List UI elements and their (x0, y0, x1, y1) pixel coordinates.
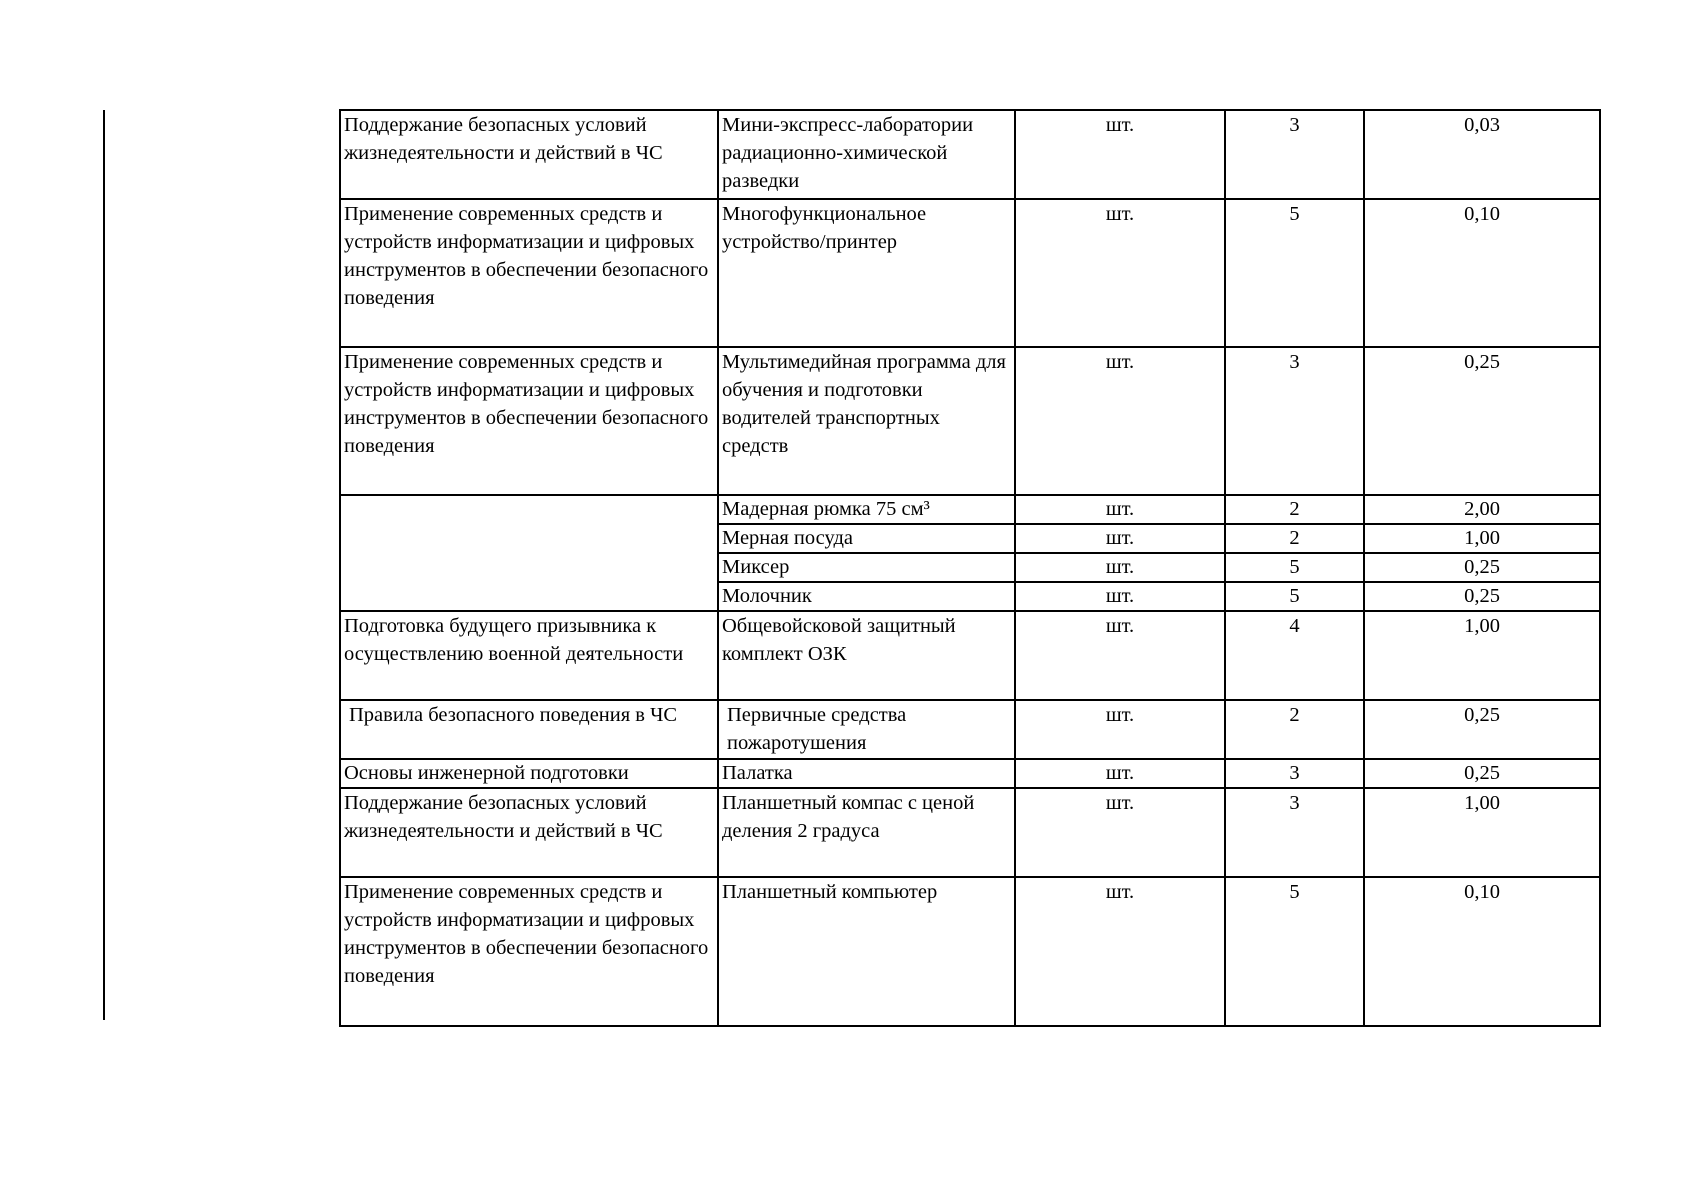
item-cell: Планшетный компас с ценой деления 2 градуса (718, 788, 1015, 877)
qty-cell: 5 (1225, 582, 1364, 611)
table-row (340, 347, 1600, 495)
item-cell: Мерная посуда (718, 524, 1015, 553)
item-cell: Палатка (718, 759, 1015, 788)
item-cell: Планшетный компьютер (718, 877, 1015, 1026)
table-row (340, 700, 1600, 759)
ratio-cell: 0,25 (1364, 759, 1600, 788)
section-cell: Подготовка будущего призывника к осуществлению военной деятельности (340, 611, 718, 700)
unit-cell: шт. (1015, 788, 1225, 877)
ratio-cell: 0,25 (1364, 700, 1600, 759)
section-cell: Применение современных средств и устройств информатизации и цифровых инструментов в обеспечении безопасного поведения (340, 347, 718, 495)
item-cell: Общевойсковой защитный комплект ОЗК (718, 611, 1015, 700)
unit-cell: шт. (1015, 347, 1225, 495)
qty-cell: 3 (1225, 759, 1364, 788)
qty-cell: 3 (1225, 347, 1364, 495)
unit-cell: шт. (1015, 524, 1225, 553)
section-cell: Правила безопасного поведения в ЧС (340, 700, 718, 759)
unit-cell: шт. (1015, 199, 1225, 347)
page-margin-line (103, 110, 105, 1020)
table-row (340, 788, 1600, 877)
item-cell: Мультимедийная программа для обучения и подготовки водителей транспортных средств (718, 347, 1015, 495)
section-cell: Применение современных средств и устройств информатизации и цифровых инструментов в обеспечении безопасного поведения (340, 877, 718, 1026)
ratio-cell: 1,00 (1364, 611, 1600, 700)
qty-cell: 2 (1225, 495, 1364, 524)
unit-cell: шт. (1015, 700, 1225, 759)
qty-cell: 4 (1225, 611, 1364, 700)
item-cell: Мадерная рюмка 75 см³ (718, 495, 1015, 524)
ratio-cell: 2,00 (1364, 495, 1600, 524)
item-cell: Молочник (718, 582, 1015, 611)
ratio-cell: 0,03 (1364, 110, 1600, 199)
item-cell: Мини-экспресс-лаборатории радиационно-химической разведки (718, 110, 1015, 199)
unit-cell: шт. (1015, 877, 1225, 1026)
table-row (340, 110, 1600, 199)
table-row (340, 611, 1600, 700)
item-cell: Миксер (718, 553, 1015, 582)
table-row (340, 495, 1600, 524)
ratio-cell: 1,00 (1364, 788, 1600, 877)
qty-cell: 5 (1225, 553, 1364, 582)
table-row (340, 759, 1600, 788)
qty-cell: 5 (1225, 877, 1364, 1026)
ratio-cell: 0,10 (1364, 877, 1600, 1026)
section-cell: Поддержание безопасных условий жизнедеятельности и действий в ЧС (340, 110, 718, 199)
qty-cell: 2 (1225, 700, 1364, 759)
ratio-cell: 0,25 (1364, 347, 1600, 495)
unit-cell: шт. (1015, 110, 1225, 199)
unit-cell: шт. (1015, 759, 1225, 788)
section-cell: Применение современных средств и устройств информатизации и цифровых инструментов в обеспечении безопасного поведения (340, 199, 718, 347)
unit-cell: шт. (1015, 582, 1225, 611)
unit-cell: шт. (1015, 495, 1225, 524)
ratio-cell: 1,00 (1364, 524, 1600, 553)
equipment-table (339, 109, 1601, 1027)
unit-cell: шт. (1015, 611, 1225, 700)
table-row (340, 877, 1600, 1026)
section-cell: Основы инженерной подготовки (340, 759, 718, 788)
qty-cell: 5 (1225, 199, 1364, 347)
section-cell (340, 495, 718, 611)
qty-cell: 3 (1225, 788, 1364, 877)
unit-cell: шт. (1015, 553, 1225, 582)
table-row (340, 199, 1600, 347)
ratio-cell: 0,10 (1364, 199, 1600, 347)
item-cell: Многофункциональное устройство/принтер (718, 199, 1015, 347)
ratio-cell: 0,25 (1364, 553, 1600, 582)
qty-cell: 3 (1225, 110, 1364, 199)
qty-cell: 2 (1225, 524, 1364, 553)
section-cell: Поддержание безопасных условий жизнедеятельности и действий в ЧС (340, 788, 718, 877)
ratio-cell: 0,25 (1364, 582, 1600, 611)
item-cell: Первичные средства пожаротушения (718, 700, 1015, 759)
